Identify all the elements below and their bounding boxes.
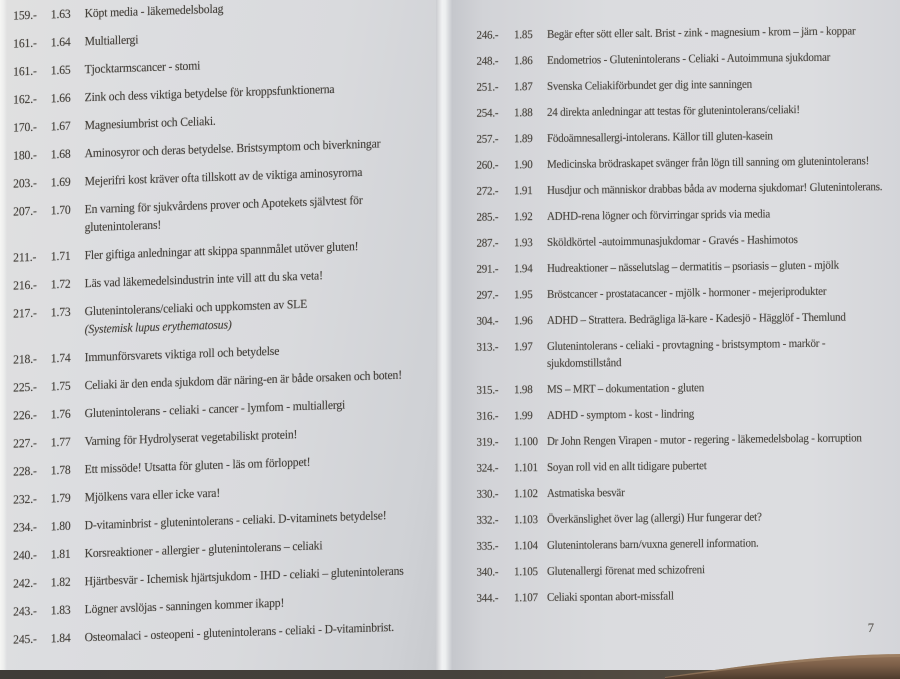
section-number: 1.105 bbox=[514, 565, 538, 579]
page-ref: 324.- bbox=[476, 461, 499, 475]
entry-title bbox=[547, 335, 825, 372]
toc-entry bbox=[476, 506, 900, 528]
section-number: 1.64 bbox=[50, 34, 71, 50]
section-number: 1.94 bbox=[514, 262, 533, 276]
page-ref: 217.- bbox=[13, 305, 37, 321]
entry-title-text: Mjölkens vara eller icke vara! bbox=[84, 485, 221, 505]
book-spine-edge bbox=[665, 649, 900, 679]
page-ref: 159.- bbox=[13, 7, 37, 23]
toc-entry bbox=[13, 289, 477, 340]
entry-title bbox=[85, 506, 387, 534]
page-ref: 304.- bbox=[476, 314, 499, 328]
entry-title-text: En varning för sjukvårdens prover och Apotekets självtest för bbox=[84, 192, 363, 217]
page-ref: 319.- bbox=[476, 435, 499, 449]
toc-entry bbox=[476, 333, 900, 372]
entry-title bbox=[547, 429, 862, 450]
toc-entry bbox=[476, 402, 900, 424]
entry-title bbox=[85, 56, 201, 78]
toc-entry bbox=[13, 559, 477, 592]
page-ref: 272.- bbox=[476, 184, 499, 198]
page-ref: 344.- bbox=[476, 591, 499, 605]
toc-entry bbox=[13, 47, 477, 80]
section-number: 1.88 bbox=[514, 106, 533, 120]
toc-entry bbox=[476, 428, 900, 450]
toc-entry bbox=[13, 261, 477, 294]
section-number: 1.91 bbox=[514, 184, 533, 198]
toc-entry bbox=[13, 615, 477, 648]
entry-title-text: Husdjur och människor drabbas båda av moderna sjukdomar! Glutenintolerans. bbox=[546, 180, 883, 197]
section-number: 1.97 bbox=[514, 340, 533, 354]
entry-title-text: D-vitaminbrist - glutenintolerans - celiaki. D-vitaminets betydelse! bbox=[84, 508, 387, 533]
page-ref: 315.- bbox=[476, 383, 499, 397]
entry-title-text: Glutenintolerans - celiaki - provtagning - bristsymptom - markör - bbox=[546, 336, 826, 353]
toc-entry bbox=[13, 75, 477, 108]
page-ref: 245.- bbox=[13, 631, 37, 647]
section-number: 1.92 bbox=[514, 210, 533, 224]
toc-entry bbox=[476, 255, 900, 277]
section-number: 1.107 bbox=[514, 591, 538, 605]
section-number: 1.99 bbox=[514, 409, 533, 423]
section-number: 1.73 bbox=[50, 304, 71, 320]
entry-title bbox=[85, 30, 139, 50]
toc-entry bbox=[476, 177, 900, 199]
page-ref: 285.- bbox=[476, 210, 499, 224]
entry-title-text: Svenska Celiakiförbundet ger dig inte sanningen bbox=[546, 77, 752, 93]
entry-title-text: Överkänslighet över lag (allergi) Hur fungerar det? bbox=[546, 510, 762, 526]
section-number: 1.71 bbox=[50, 248, 71, 264]
entry-title-text: Astmatiska besvär bbox=[546, 486, 625, 500]
toc-entry bbox=[476, 151, 900, 173]
entry-title-text: Glutenintolerans - celiaki - cancer - lymfom - multiallergi bbox=[84, 397, 346, 421]
page-ref: 240.- bbox=[13, 547, 37, 563]
page-ref: 330.- bbox=[476, 487, 499, 501]
entry-title bbox=[85, 266, 323, 292]
entry-title-text: Dr John Rengen Virapen - mutor - regering - läkemedelsbolag - korruption bbox=[546, 431, 862, 448]
page-ref: 332.- bbox=[476, 513, 499, 527]
page-ref: 254.- bbox=[476, 106, 499, 120]
section-number: 1.76 bbox=[50, 406, 71, 422]
page-ref: 162.- bbox=[13, 91, 37, 107]
entry-title bbox=[85, 191, 363, 236]
entry-title-text: 24 direkta anledningar att testas för glutenintolerans/celiaki! bbox=[546, 103, 800, 119]
page-ref: 234.- bbox=[13, 519, 37, 535]
section-number: 1.82 bbox=[50, 574, 71, 590]
toc-entry bbox=[476, 281, 900, 303]
section-number: 1.77 bbox=[50, 434, 71, 450]
page-ref: 246.- bbox=[476, 28, 499, 42]
section-number: 1.96 bbox=[514, 314, 533, 328]
section-number: 1.66 bbox=[50, 90, 71, 106]
section-number: 1.102 bbox=[514, 487, 538, 501]
entry-title-text: Celiaki spontan abort-missfall bbox=[546, 589, 674, 604]
entry-title bbox=[547, 49, 830, 69]
page-ref: 170.- bbox=[13, 119, 37, 135]
entry-title bbox=[547, 257, 839, 277]
toc-entry bbox=[13, 363, 477, 396]
toc-entry bbox=[476, 125, 900, 147]
entry-subtitle: sjukdomstillstånd bbox=[546, 356, 622, 370]
page-ref: 287.- bbox=[476, 236, 499, 250]
page-ref: 232.- bbox=[13, 491, 37, 507]
entry-title-text: Begär efter sött eller salt. Brist - zink - magnesium - krom – järn - koppar bbox=[546, 24, 856, 41]
entry-title-text: Glutenintolerans barn/vuxna generell information. bbox=[546, 536, 759, 552]
entry-title-text: Glutenintolerans/celiaki och uppkomsten av SLE bbox=[84, 296, 308, 319]
entry-title-text: Sköldkörtel -autoimmunasjukdomar - Gravés - Hashimotos bbox=[546, 233, 798, 249]
page-ref: 218.- bbox=[13, 351, 37, 367]
entry-title-text: Soyan roll vid en allt tidigare pubertet bbox=[546, 459, 707, 474]
page-ref: 313.- bbox=[476, 340, 499, 354]
page-ref: 161.- bbox=[13, 35, 37, 51]
section-number: 1.70 bbox=[50, 202, 71, 218]
section-number: 1.103 bbox=[514, 513, 538, 527]
section-number: 1.63 bbox=[50, 6, 71, 22]
page-ref: 251.- bbox=[476, 80, 499, 94]
section-number: 1.100 bbox=[514, 435, 538, 449]
toc-entry bbox=[13, 531, 477, 564]
entry-title bbox=[85, 342, 280, 366]
toc-entry bbox=[13, 233, 477, 266]
section-number: 1.74 bbox=[50, 350, 71, 366]
entry-title-text: Hudreaktioner – nässelutslag – dermatitis – psoriasis – gluten - mjölk bbox=[546, 258, 839, 275]
entry-title bbox=[85, 453, 311, 478]
entry-title bbox=[85, 396, 346, 423]
entry-title bbox=[547, 535, 759, 554]
toc-entry bbox=[476, 21, 900, 43]
toc-entry bbox=[476, 307, 900, 329]
entry-title bbox=[547, 76, 752, 95]
entry-title bbox=[547, 484, 625, 502]
toc-entry bbox=[476, 47, 900, 69]
entry-title bbox=[85, 425, 298, 450]
entry-subtitle: (Systemisk lupus erythematosus) bbox=[84, 317, 232, 337]
entry-title bbox=[85, 594, 285, 619]
toc-entry bbox=[476, 558, 900, 580]
section-number: 1.98 bbox=[514, 383, 533, 397]
entry-title bbox=[85, 134, 381, 162]
page-ref: 207.- bbox=[13, 203, 37, 219]
section-number: 1.104 bbox=[514, 539, 538, 553]
entry-title-text: Mejerifri kost kräver ofta tillskott av de viktiga aminosyrorna bbox=[84, 164, 363, 189]
section-number: 1.79 bbox=[50, 490, 71, 506]
entry-title bbox=[547, 178, 882, 199]
entry-title bbox=[547, 231, 798, 251]
entry-title-text: Bröstcancer - prostatacancer - mjölk - hormoner - mejeriprodukter bbox=[546, 284, 827, 301]
entry-title bbox=[547, 101, 800, 121]
toc-entry bbox=[13, 391, 477, 424]
entry-title bbox=[85, 536, 323, 562]
toc-entry bbox=[13, 103, 477, 136]
section-number: 1.101 bbox=[514, 461, 538, 475]
page-ref: 243.- bbox=[13, 603, 37, 619]
toc-entry bbox=[13, 187, 477, 238]
page-ref: 161.- bbox=[13, 63, 37, 79]
section-number: 1.84 bbox=[50, 630, 71, 646]
toc-entry bbox=[13, 131, 477, 164]
page-ref: 226.- bbox=[13, 407, 37, 423]
toc-entry bbox=[476, 229, 900, 251]
toc-entry bbox=[476, 376, 900, 398]
entry-title bbox=[547, 587, 674, 605]
entry-title-text: Köpt media - läkemedelsbolag bbox=[84, 1, 224, 21]
page-ref: 180.- bbox=[13, 147, 37, 163]
toc-entry bbox=[476, 480, 900, 502]
entry-title-text: ADHD - symptom - kost - lindring bbox=[546, 407, 695, 422]
page-ref: 225.- bbox=[13, 379, 37, 395]
entry-title bbox=[547, 508, 762, 527]
toc-entry bbox=[476, 584, 900, 606]
entry-title-text: Osteomalaci - osteopeni - glutenintolerans - celiaki - D-vitaminbrist. bbox=[84, 619, 394, 645]
toc-entry bbox=[13, 159, 477, 192]
toc-entry bbox=[476, 532, 900, 554]
section-number: 1.93 bbox=[514, 236, 533, 250]
page-ref: 297.- bbox=[476, 288, 499, 302]
section-number: 1.80 bbox=[50, 518, 71, 534]
section-number: 1.81 bbox=[50, 546, 71, 562]
entry-title bbox=[547, 379, 704, 398]
page-ref: 257.- bbox=[476, 132, 499, 146]
toc-entry bbox=[13, 419, 477, 452]
section-number: 1.78 bbox=[50, 462, 71, 478]
entry-title bbox=[547, 205, 770, 225]
entry-title-text: Zink och dess viktiga betydelse för kroppsfunktionerna bbox=[84, 81, 335, 105]
entry-title-text: Aminosyror och deras betydelse. Bristsymptom och biverkningar bbox=[84, 136, 381, 161]
entry-title-text: Lögner avslöjas - sanningen kommer ikapp! bbox=[84, 595, 285, 617]
section-number: 1.65 bbox=[50, 62, 71, 78]
toc-entry bbox=[476, 454, 900, 476]
entry-title-text: Tjocktarmscancer - stomi bbox=[84, 58, 201, 77]
entry-title-text: Ett missöde! Utsatta för gluten - läs om förloppet! bbox=[84, 454, 311, 477]
entry-title bbox=[85, 80, 335, 106]
section-number: 1.67 bbox=[50, 118, 71, 134]
entry-title-text: Medicinska brödraskapet svänger från lögn till sanning om glutenintolerans! bbox=[546, 154, 870, 171]
entry-title-text: Korsreaktioner - allergier - glutenintolerans – celiaki bbox=[84, 538, 323, 561]
entry-title bbox=[85, 562, 404, 591]
page-ref: 216.- bbox=[13, 277, 37, 293]
paper-edge-left bbox=[0, 0, 7, 679]
entry-subtitle: glutenintolerans! bbox=[84, 217, 162, 235]
toc-list-right bbox=[452, 0, 900, 607]
entry-title-text: Magnesiumbrist och Celiaki. bbox=[84, 113, 216, 133]
section-number: 1.85 bbox=[514, 28, 533, 42]
entry-title-text: Hjärtbesvär - Ichemisk hjärtsjukdom - IHD - celiaki – glutenintolerans bbox=[84, 563, 404, 589]
book-page-left bbox=[0, 0, 441, 679]
entry-title bbox=[547, 22, 855, 42]
entry-title bbox=[547, 127, 773, 147]
section-number: 1.69 bbox=[50, 174, 71, 190]
entry-title-text: ADHD-rena lögner och förvirringar sprids via media bbox=[546, 207, 771, 223]
entry-title bbox=[547, 457, 707, 476]
entry-title bbox=[85, 484, 220, 506]
entry-title-text: MS – MRT – dokumentation - gluten bbox=[546, 381, 705, 396]
entry-title bbox=[85, 366, 402, 395]
entry-title-text: Läs vad läkemedelsindustrin inte vill att du ska veta! bbox=[84, 268, 323, 291]
toc-entry bbox=[13, 503, 477, 536]
page-ref: 203.- bbox=[13, 175, 37, 191]
section-number: 1.87 bbox=[514, 80, 533, 94]
toc-entry bbox=[13, 475, 477, 508]
page-ref: 316.- bbox=[476, 409, 499, 423]
entry-title bbox=[547, 283, 826, 303]
book-page-right bbox=[452, 0, 900, 679]
entry-title-text: Fler giftiga anledningar att skippa spannmålet utöver gluten! bbox=[84, 239, 359, 263]
entry-title bbox=[547, 152, 869, 173]
page-ref: 228.- bbox=[13, 463, 37, 479]
page-ref: 211.- bbox=[13, 249, 37, 265]
toc-entry bbox=[476, 203, 900, 225]
page-ref: 227.- bbox=[13, 435, 37, 451]
toc-entry bbox=[476, 73, 900, 95]
entry-title-text: Multiallergi bbox=[84, 32, 139, 49]
entry-title bbox=[85, 237, 359, 264]
entry-title-text: Varning för Hydrolyserat vegetabiliskt protein! bbox=[84, 427, 298, 449]
entry-title-text: ADHD – Strattera. Bedrägliga lä-kare - Kadesjö - Hägglöf - Themlund bbox=[546, 310, 846, 327]
section-number: 1.95 bbox=[514, 288, 533, 302]
toc-entry bbox=[13, 447, 477, 480]
entry-title bbox=[547, 561, 705, 580]
section-number: 1.89 bbox=[514, 132, 533, 146]
toc-entry bbox=[13, 19, 477, 52]
entry-title bbox=[85, 295, 308, 338]
page-ref: 291.- bbox=[476, 262, 499, 276]
book-gutter-fold bbox=[436, 0, 452, 679]
section-number: 1.86 bbox=[514, 54, 533, 68]
entry-title-text: Celiaki är den enda sjukdom där näring-en är både orsaken och boten! bbox=[84, 367, 402, 393]
section-number: 1.72 bbox=[50, 276, 71, 292]
section-number: 1.90 bbox=[514, 158, 533, 172]
page-ref: 340.- bbox=[476, 565, 499, 579]
entry-title bbox=[85, 163, 363, 190]
section-number: 1.68 bbox=[50, 146, 71, 162]
section-number: 1.75 bbox=[50, 378, 71, 394]
entry-title-text: Glutenallergi förenat med schizofreni bbox=[546, 563, 705, 578]
entry-title-text: Immunförsvarets viktiga roll och betydelse bbox=[84, 343, 280, 365]
entry-title bbox=[85, 618, 394, 646]
page-number: 7 bbox=[867, 621, 874, 635]
entry-title bbox=[547, 309, 846, 329]
toc-entry bbox=[13, 587, 477, 620]
entry-title bbox=[547, 405, 694, 424]
page-ref: 260.- bbox=[476, 158, 499, 172]
page-ref: 242.- bbox=[13, 575, 37, 591]
entry-title-text: Födoämnesallergi-intolerans. Källor till gluten-kasein bbox=[546, 129, 773, 145]
toc-entry bbox=[476, 99, 900, 121]
page-ref: 248.- bbox=[476, 54, 499, 68]
section-number: 1.83 bbox=[50, 602, 71, 618]
entry-title bbox=[85, 112, 216, 134]
toc-entry bbox=[13, 335, 477, 368]
entry-title-text: Endometrios - Glutenintolerans - Celiaki - Autoimmuna sjukdomar bbox=[546, 50, 831, 67]
entry-title bbox=[85, 0, 224, 22]
page-ref: 335.- bbox=[476, 539, 499, 553]
